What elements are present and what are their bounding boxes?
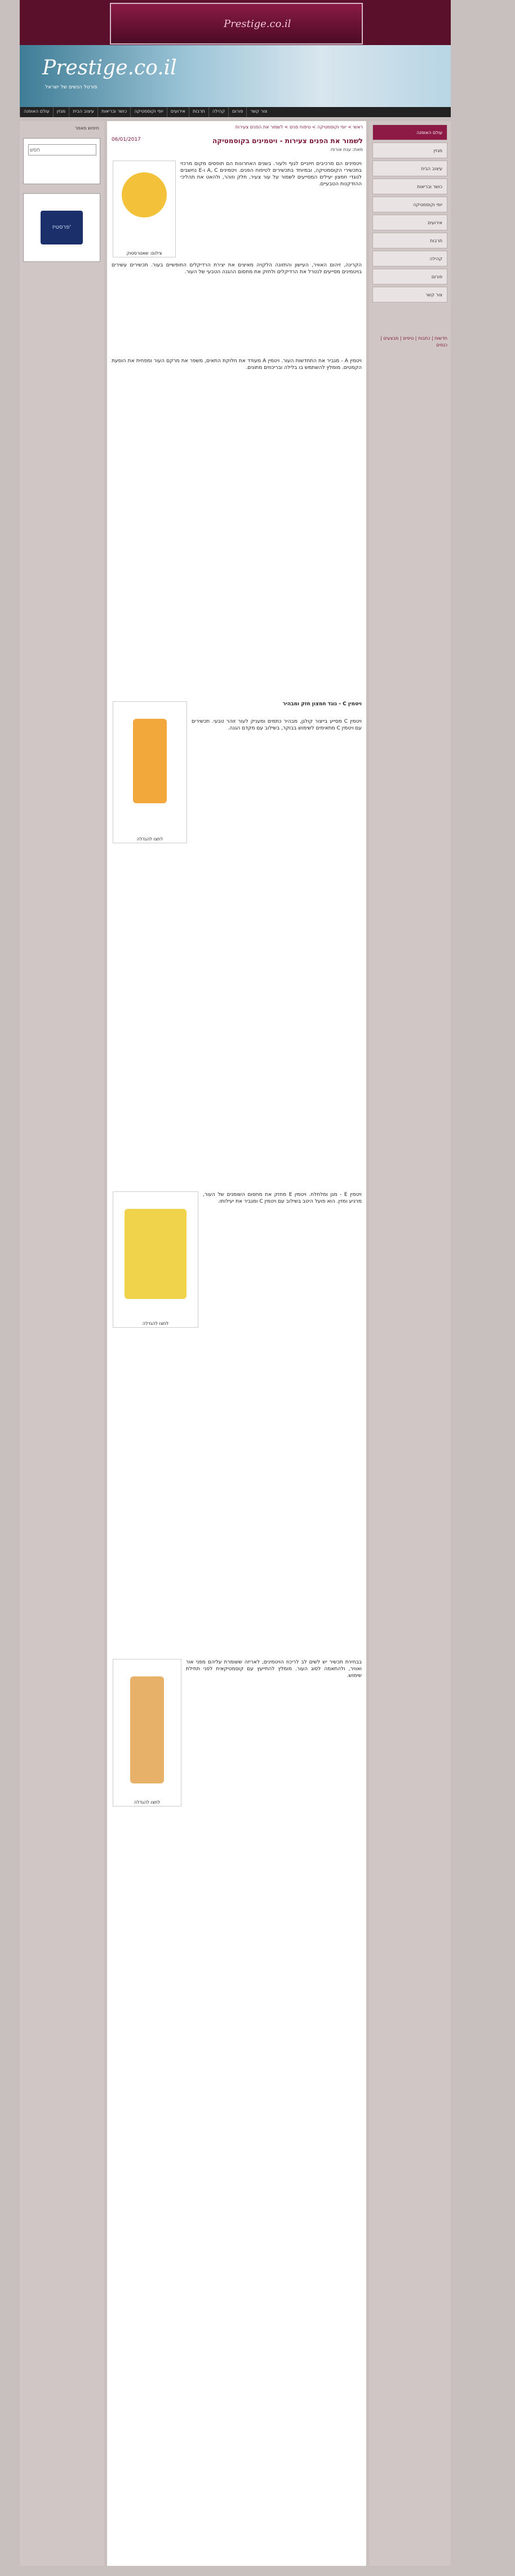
article-paragraph: ויטמינים הם מרכיבים חיוניים לגוף ולעור. בשנים האחרונות הם תופסים מקום מרכזי בתכשירי הקוסמטיקה, ובמיוחד בתכשירים לטיפוח הפנים. ויטמינים A, C ו-E נחשבים לנוגדי חמצון יעילים המסייעים לשמור על עור צעיר, חלק וזוהר, ולהאט את תהליכי ההזדקנות הטבעיים. <box>180 161 362 187</box>
banner-logo[interactable]: Prestige.co.il <box>42 56 177 79</box>
main-nav <box>20 107 451 117</box>
nav-item[interactable]: אירועים <box>167 107 189 117</box>
image-caption: לחצו להגדלה <box>142 1321 169 1326</box>
article-image-1 <box>113 161 176 257</box>
article-image-3[interactable] <box>113 1191 198 1328</box>
article-author: מאת: ענת אורפז <box>330 147 363 152</box>
product-box-icon <box>125 1209 187 1299</box>
left-promo[interactable] <box>23 193 100 262</box>
nav-item[interactable]: עיצוב הבית <box>69 107 97 117</box>
right-menu-item[interactable]: עולם האופנה <box>372 124 447 140</box>
right-menu-item[interactable]: קהילה <box>372 251 447 266</box>
lemon-icon <box>122 172 167 217</box>
breadcrumb[interactable]: ראשי > יופי וקוסמטיקה > טיפוח פנים > לשמור את הפנים צעירות <box>235 124 363 130</box>
right-menu-item[interactable]: אירועים <box>372 215 447 230</box>
image-caption: צילום: שאטרסטוק <box>126 251 162 256</box>
nav-item[interactable]: קהילה <box>208 107 228 117</box>
right-menu-item[interactable]: עיצוב הבית <box>372 161 447 176</box>
right-menu-item[interactable]: כושר ובריאות <box>372 179 447 194</box>
nav-item[interactable]: תרבות <box>189 107 208 117</box>
article-paragraph: ויטמין E - מגן ומלחלח. ויטמין E מחזק את מחסום השומנים של העור, מרגיע ומזין. הוא פועל היטב בשילוב עם ויטמין C ומגביר את יעילותו. <box>203 1192 362 1204</box>
nav-item[interactable]: כושר ובריאות <box>97 107 130 117</box>
nav-item[interactable]: יופי וקוסמטיקה <box>130 107 167 117</box>
article-main <box>107 121 366 2566</box>
header-logo[interactable]: Prestige.co.il <box>224 18 291 30</box>
article-date: 06/01/2017 <box>112 137 141 143</box>
right-menu-item[interactable]: צור קשר <box>372 287 447 302</box>
right-menu-item[interactable]: פורום <box>372 269 447 284</box>
article-paragraph: ויטמין A - מגביר את התחדשות העור. ויטמין A מעודד את חלוקת התאים, משפר את מרקם העור ומפחית את הופעת הקמטים. מומלץ להשתמש בו בלילה ובריכוזים מתונים. <box>112 358 362 371</box>
article-paragraph: בבחירת תכשיר יש לשים לב לריכוז הויטמינים, לאריזה ששומרת עליהם מפני אור ואוויר, ולהתאמה לסוג העור. מומלץ להתייעץ עם קוסמטיקאית לפני תחילת שימוש. <box>186 1660 362 1679</box>
section-heading: ויטמין C - נוגד חמצון חזק ומבהיר <box>282 701 362 707</box>
product-tube-icon <box>130 1676 164 1783</box>
article-image-4[interactable] <box>113 1659 181 1807</box>
right-menu-item[interactable]: תרבות <box>372 233 447 248</box>
nav-item[interactable]: צור קשר <box>246 107 270 117</box>
search-input[interactable] <box>28 144 96 155</box>
right-menu-item[interactable]: יופי וקוסמטיקה <box>372 197 447 212</box>
article-paragraph: הקרינה, זיהום האוויר, העישון והתזונה הלקויה מאיצים את יצירת הרדיקלים החופשיים בעור. תכשירים עשירים בויטמינים מסייעים לנטרל את הרדיקלים ולחזק את מחסום ההגנה הטבעי של העור. <box>112 263 362 275</box>
nav-item[interactable]: פורום <box>228 107 246 117</box>
article-title: לשמור את הפנים צעירות - ויטמינים בקוסמטיקה <box>212 137 363 145</box>
left-sidebar <box>20 121 104 2566</box>
nav-item[interactable]: מגזין <box>53 107 69 117</box>
image-caption: לחצו להגדלה <box>136 837 163 842</box>
image-caption: לחצו להגדלה <box>134 1800 161 1805</box>
product-bottle-icon <box>133 719 167 803</box>
search-box <box>23 138 100 184</box>
banner-tagline: פורטל הנשים של ישראל <box>45 84 97 90</box>
article-image-2[interactable] <box>113 701 187 843</box>
search-title: חיפוש מאמר <box>74 126 99 131</box>
promo-badge: פרסטיז' <box>41 211 83 244</box>
banner <box>20 45 451 107</box>
header-logo-frame <box>110 3 363 45</box>
article-paragraph: ויטמין C מסייע בייצור קולגן, מבהיר כתמים ומעניק לעור זוהר טבעי. תכשירים עם ויטמין C מתאימים לשימוש בבוקר, בשילוב עם מקדם הגנה. <box>192 719 362 731</box>
top-header <box>20 0 451 45</box>
nav-item[interactable]: עולם האופנה <box>20 107 53 117</box>
right-menu-item[interactable]: מגזין <box>372 143 447 158</box>
right-links[interactable]: חדשות | כתבות | טיפים | מבצעים | כנסים <box>380 336 447 348</box>
right-sidebar <box>369 121 451 2566</box>
